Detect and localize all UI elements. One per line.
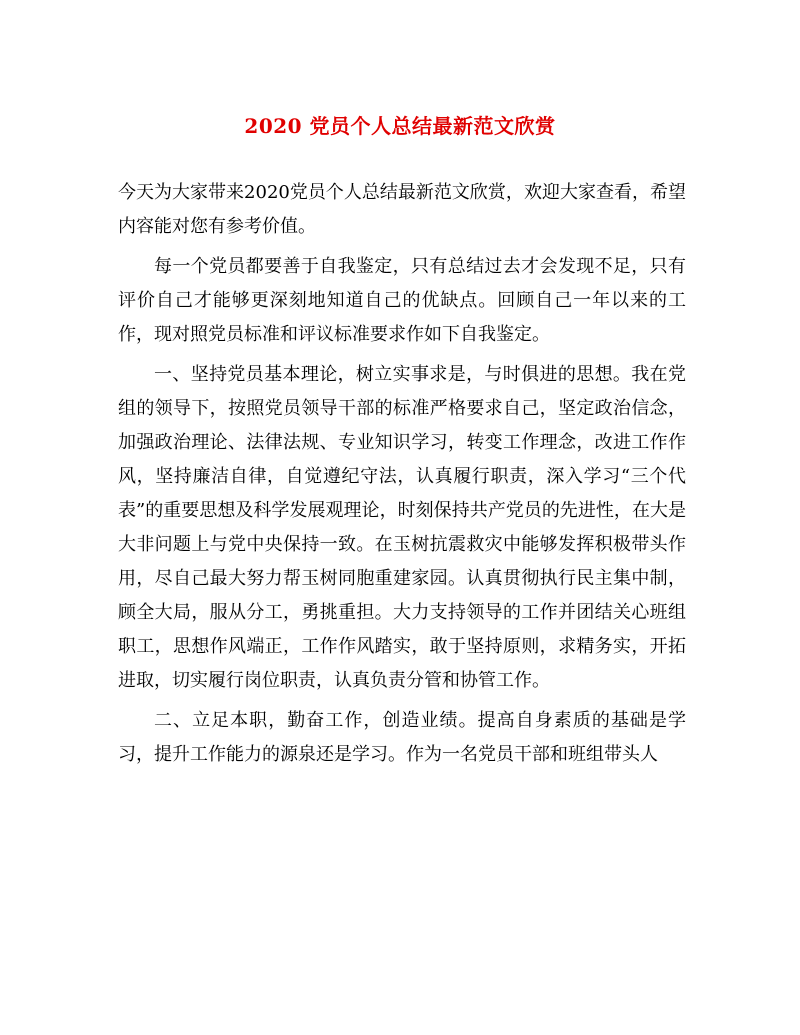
document-body bbox=[118, 176, 686, 778]
section-one-paragraph: 一、坚持党员基本理论，树立实事求是，与时俱进的思想。我在党组的领导下，按照党员领导干部的标准严格要求自己，坚定政治信念，加强政治理论、法律法规、专业知识学习，转变工作理念，改进工作作风，坚持廉洁自律，自觉遵纪守法，认真履行职责，深入学习“三个代表”的重要思想及科学发展观理论，时刻保持共产党员的先进性，在大是大非问题上与党中央保持一致。在玉树抗震救灾中能够发挥积极带头作用，尽自己最大努力帮玉树同胞重建家园。认真贯彻执行民主集中制，顾全大局，服从分工，勇挑重担。大力支持领导的工作并团结关心班组职工，思想作风端正，工作作风踏实，敢于坚持原则，求精务实，开拓进取，切实履行岗位职责，认真负责分管和协管工作。 bbox=[118, 364, 686, 691]
section-two-paragraph: 二、立足本职，勤奋工作，创造业绩。提高自身素质的基础是学习，提升工作能力的源泉还是学习。作为一名党员干部和班组带头人 bbox=[118, 710, 686, 765]
document-title: 2020 党员个人总结最新范文欣赏 bbox=[244, 114, 556, 138]
self-assessment-paragraph: 每一个党员都要善于自我鉴定，只有总结过去才会发现不足，只有评价自己才能够更深刻地知道自己的优缺点。回顾自己一年以来的工作，现对照党员标准和评议标准要求作如下自我鉴定。 bbox=[118, 256, 686, 345]
intro-paragraph: 今天为大家带来2020党员个人总结最新范文欣赏，欢迎大家查看，希望内容能对您有参考价值。 bbox=[118, 182, 686, 237]
